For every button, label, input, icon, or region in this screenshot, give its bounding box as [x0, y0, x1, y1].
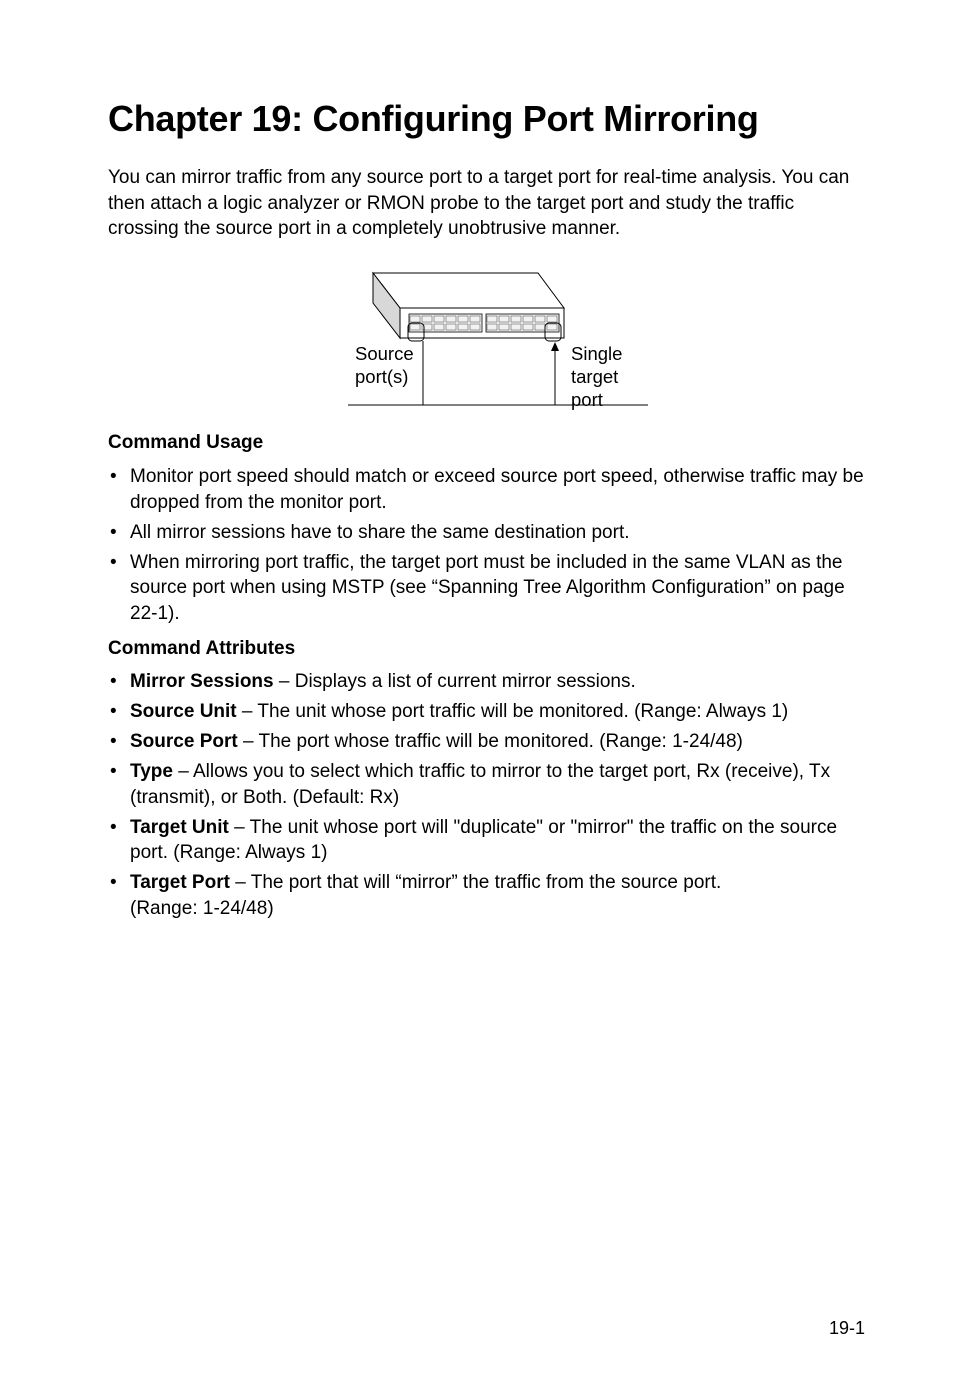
list-item — [108, 815, 868, 866]
list-item: • All mirror sessions have to share the same destination port. — [108, 520, 868, 546]
attribute-term: Mirror Sessions — [130, 671, 274, 692]
attribute-description: – The unit whose port will "duplicate" or "mirror" the traffic on the source port. (Range: Always 1) — [130, 816, 838, 863]
command-usage-list — [108, 464, 868, 631]
port-mirroring-figure — [348, 268, 648, 418]
target-label-line: port — [571, 389, 603, 410]
source-label-line: port(s) — [355, 366, 409, 387]
list-item — [108, 699, 868, 725]
list-item — [108, 759, 868, 810]
source-port-label — [355, 342, 435, 388]
command-attributes-list — [108, 669, 868, 926]
attribute-term: Target Port — [130, 872, 230, 893]
attribute-term: Source Unit — [130, 701, 237, 722]
page-number: 19-1 — [828, 1318, 865, 1338]
attribute-description: – The port whose traffic will be monitored. (Range: 1-24/48) — [237, 731, 743, 752]
attribute-term: Target Unit — [130, 816, 229, 838]
list-item — [108, 669, 868, 695]
attribute-description: – The port that will “mirror” the traffic from the source port. — [229, 872, 722, 893]
list-item — [108, 729, 868, 755]
source-label-line: Source — [355, 343, 414, 364]
intro-paragraph: You can mirror traffic from any source port to a target port for real-time analysis. You can then attach a logic analyzer or RMON probe to the target port and study the traffic crossing the source port in a completely unobtrusive manner. — [108, 167, 850, 239]
attribute-description: – Allows you to select which traffic to mirror to the target port, Rx (receive), Tx (transmit), or Both. (Default: Rx) — [130, 761, 831, 808]
target-label-line: Single — [571, 343, 623, 364]
target-label-line: target — [571, 366, 619, 387]
attribute-description-range: (Range: 1-24/48) — [130, 897, 274, 919]
list-item: • Monitor port speed should match or exceed source port speed, otherwise traffic may be dropped from the monitor port. — [108, 464, 868, 515]
attribute-term: Source Port — [130, 731, 238, 752]
chapter-title: Chapter 19: Configuring Port Mirroring — [108, 98, 759, 139]
list-item: • When mirroring port traffic, the target port must be included in the same VLAN as the source port when using MSTP (see “Spanning Tree Algorithm Configuration” on page 22-1). — [108, 550, 868, 627]
attribute-description: – The unit whose port traffic will be monitored. (Range: Always 1) — [236, 701, 789, 722]
target-port-label — [571, 342, 651, 411]
list-item — [108, 870, 868, 921]
arrow-head — [551, 342, 559, 351]
command-usage-heading: Command Usage — [108, 432, 264, 453]
command-attributes-heading: Command Attributes — [108, 638, 296, 659]
switch-top-face — [373, 273, 564, 308]
attribute-description: – Displays a list of current mirror sessions. — [273, 671, 636, 692]
attribute-term: Type — [130, 761, 173, 782]
